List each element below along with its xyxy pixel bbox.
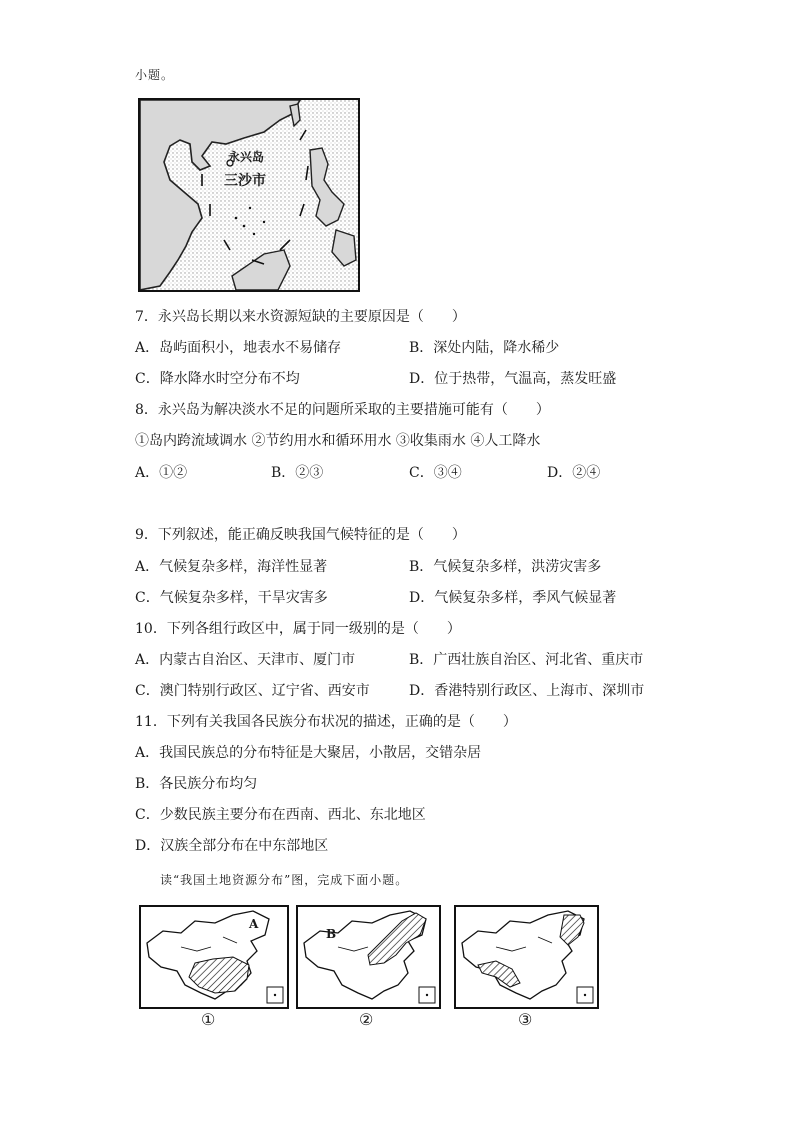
q8-option-b: B．②③ [271,465,324,481]
map1-region-label: A [249,917,259,931]
section2-intro: 读“我国土地资源分布”图，完成下面小题。 [160,873,409,887]
q9-option-c: C．气候复杂多样，干旱灾害多 [135,590,328,606]
q7-stem: 7．永兴岛长期以来水资源短缺的主要原因是（ ） [135,309,466,325]
intro-fragment: 小题。 [135,68,175,82]
q8-option-a: A．①② [135,465,188,481]
map2-region-label: B [326,927,337,941]
q11-option-b: B．各民族分布均匀 [135,776,258,792]
q8-stem: 8．永兴岛为解决淡水不足的问题所采取的主要措施可能有（ ） [135,402,550,418]
q9-option-b: B．气候复杂多样，洪涝灾害多 [409,559,602,575]
land-resource-map-3 [454,905,599,1009]
map2-caption: ② [359,1010,374,1029]
q7-option-d: D．位于热带，气温高，蒸发旺盛 [409,371,617,387]
q10-stem: 10．下列各组行政区中，属于同一级别的是（ ） [135,621,461,637]
q8-items: ①岛内跨流域调水 ②节约用水和循环用水 ③收集雨水 ④人工降水 [135,433,541,449]
map3-caption: ③ [518,1010,533,1029]
map-label-yongxing-island: 永兴岛 [228,150,265,164]
map-label-sansha-city: 三沙市 [224,173,266,189]
q7-option-a: A．岛屿面积小，地表水不易储存 [135,340,342,356]
q11-option-c: C．少数民族主要分布在西南、西北、东北地区 [135,807,426,823]
q10-option-d: D．香港特别行政区、上海市、深圳市 [409,683,645,699]
q10-option-a: A．内蒙古自治区、天津市、厦门市 [135,652,356,668]
q9-option-a: A．气候复杂多样，海洋性显著 [135,559,328,575]
q8-option-c: C．③④ [409,465,462,481]
q8-option-d: D．②④ [547,465,601,481]
q11-option-a: A．我国民族总的分布特征是大聚居，小散居，交错杂居 [135,745,482,761]
q7-option-b: B．深处内陆，降水稀少 [409,340,560,356]
q7-option-c: C．降水降水时空分布不均 [135,371,300,387]
south-china-sea-map [138,98,360,292]
q9-option-d: D．气候复杂多样，季风气候显著 [409,590,617,606]
q11-stem: 11．下列有关我国各民族分布状况的描述，正确的是（ ） [135,714,517,730]
land-resource-map-1 [139,905,289,1009]
map1-caption: ① [201,1010,216,1029]
land-resource-map-2 [296,905,441,1009]
q11-option-d: D．汉族全部分布在中东部地区 [135,838,329,854]
q9-stem: 9．下列叙述，能正确反映我国气候特征的是（ ） [135,527,466,543]
q10-option-c: C．澳门特别行政区、辽宁省、西安市 [135,683,370,699]
q10-option-b: B．广西壮族自治区、河北省、重庆市 [409,652,644,668]
